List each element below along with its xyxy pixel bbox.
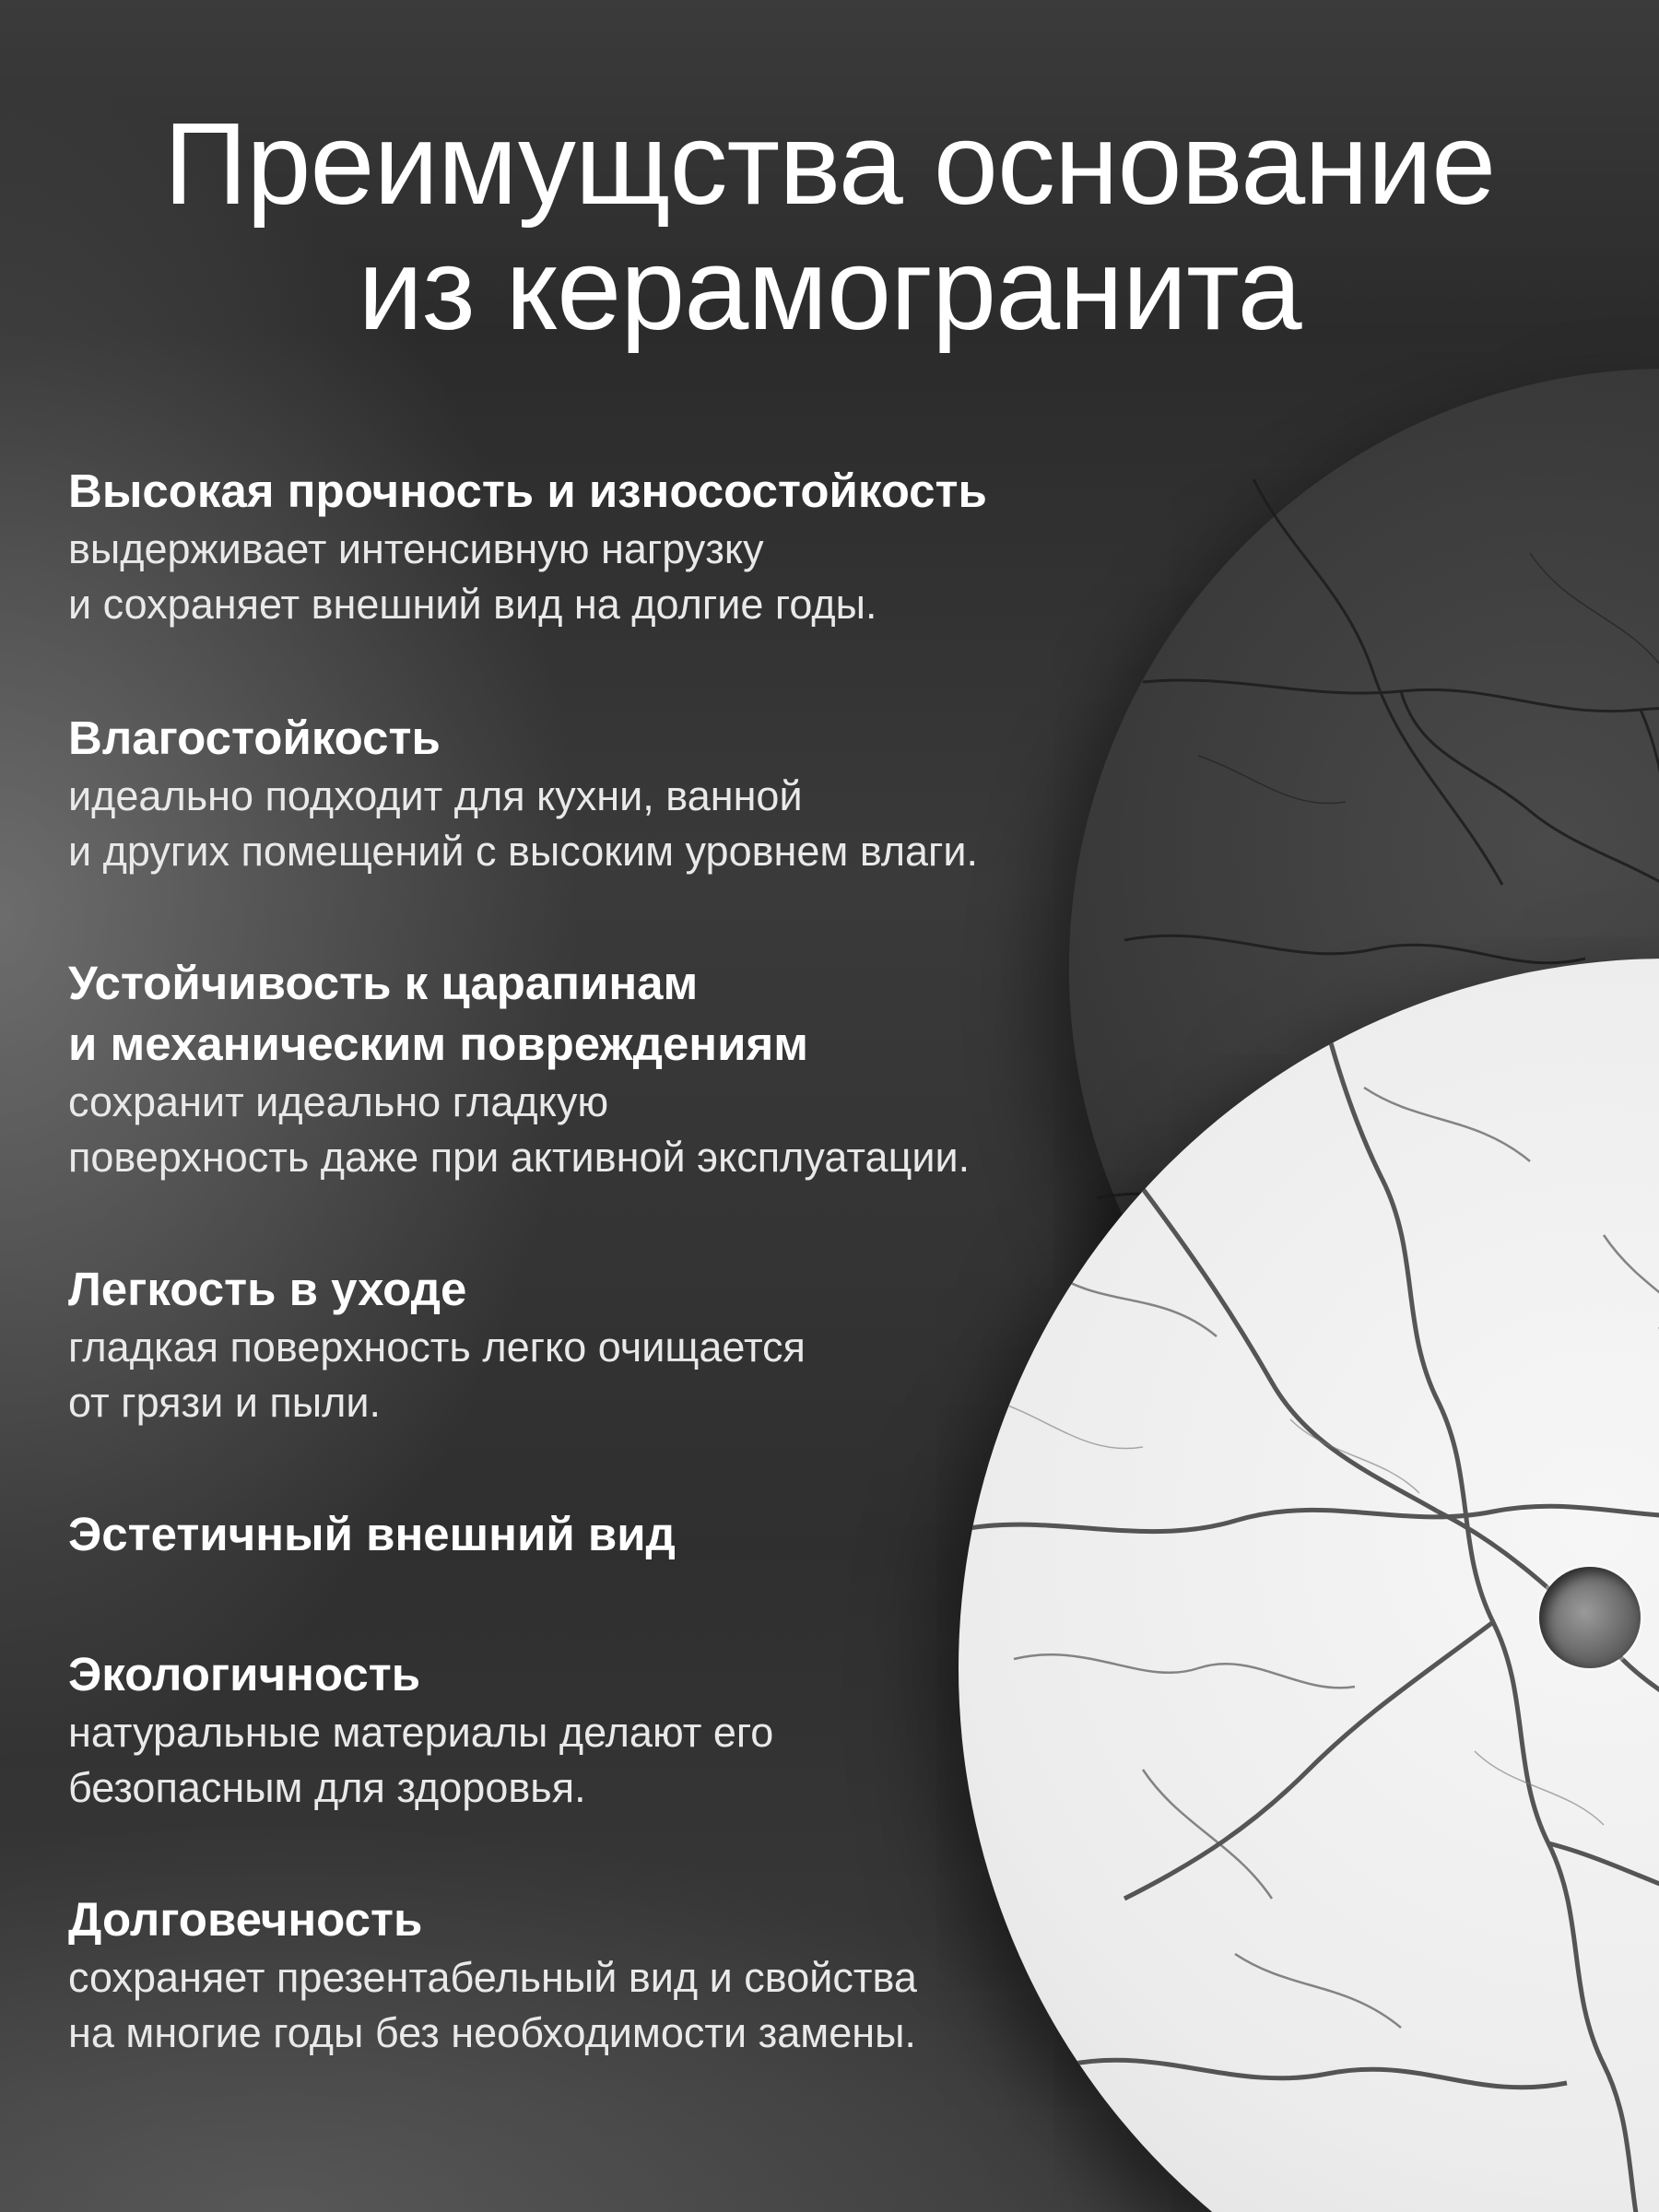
feature-title-line: Устойчивость к царапинам [68,957,699,1009]
drain-hole [1539,1567,1641,1668]
feature-description [68,1320,1128,1430]
feature-strength [68,461,1128,632]
feature-desc-line: сохранит идеально гладкую [68,1078,609,1125]
feature-desc-line: сохраняет презентабельный вид и свойства [68,1954,917,2001]
feature-desc-line: и других помещений с высоким уровнем влаги. [68,828,979,875]
feature-description [68,522,1128,632]
feature-aesthetic [68,1504,1128,1565]
feature-title-line: Долговечность [68,1893,423,1946]
feature-desc-line: безопасным для здоровья. [68,1764,586,1811]
feature-title-line: Легкость в уходе [68,1263,467,1315]
feature-title [68,708,1128,769]
feature-description [68,769,1128,879]
feature-durability [68,1889,1128,2061]
feature-title-line: Влагостойкость [68,712,441,764]
feature-desc-line: на многие годы без необходимости замены. [68,2009,916,2056]
feature-title [68,1644,1128,1705]
feature-title [68,1259,1128,1320]
feature-title-line: и механическим повреждениям [68,1018,808,1070]
feature-title [68,461,1128,522]
feature-title [68,1889,1128,1950]
feature-title [68,1504,1128,1565]
feature-title-line: Высокая прочность и износостойкость [68,465,987,517]
feature-desc-line: гладкая поверхность легко очищается [68,1324,806,1371]
feature-desc-line: выдерживает интенсивную нагрузку [68,525,764,572]
title-line-1: Преимущства основание [163,99,1496,229]
feature-description [68,1950,1128,2061]
feature-easy-care [68,1259,1128,1430]
feature-desc-line: от грязи и пыли. [68,1379,381,1426]
feature-desc-line: поверхность даже при активной эксплуатации. [68,1134,971,1181]
feature-title-line: Эстетичный внешний вид [68,1508,676,1560]
feature-desc-line: натуральные материалы делают его [68,1709,774,1756]
feature-desc-line: идеально подходит для кухни, ванной [68,772,803,819]
feature-title [68,953,1128,1075]
feature-title-line: Экологичность [68,1648,421,1700]
page-title [0,101,1659,352]
feature-eco [68,1644,1128,1816]
title-line-2: из керамогранита [358,224,1301,354]
feature-desc-line: и сохраняет внешний вид на долгие годы. [68,581,877,628]
feature-description [68,1075,1128,1185]
feature-scratch-resistance [68,953,1128,1185]
feature-moisture [68,708,1128,879]
feature-description [68,1705,1128,1816]
